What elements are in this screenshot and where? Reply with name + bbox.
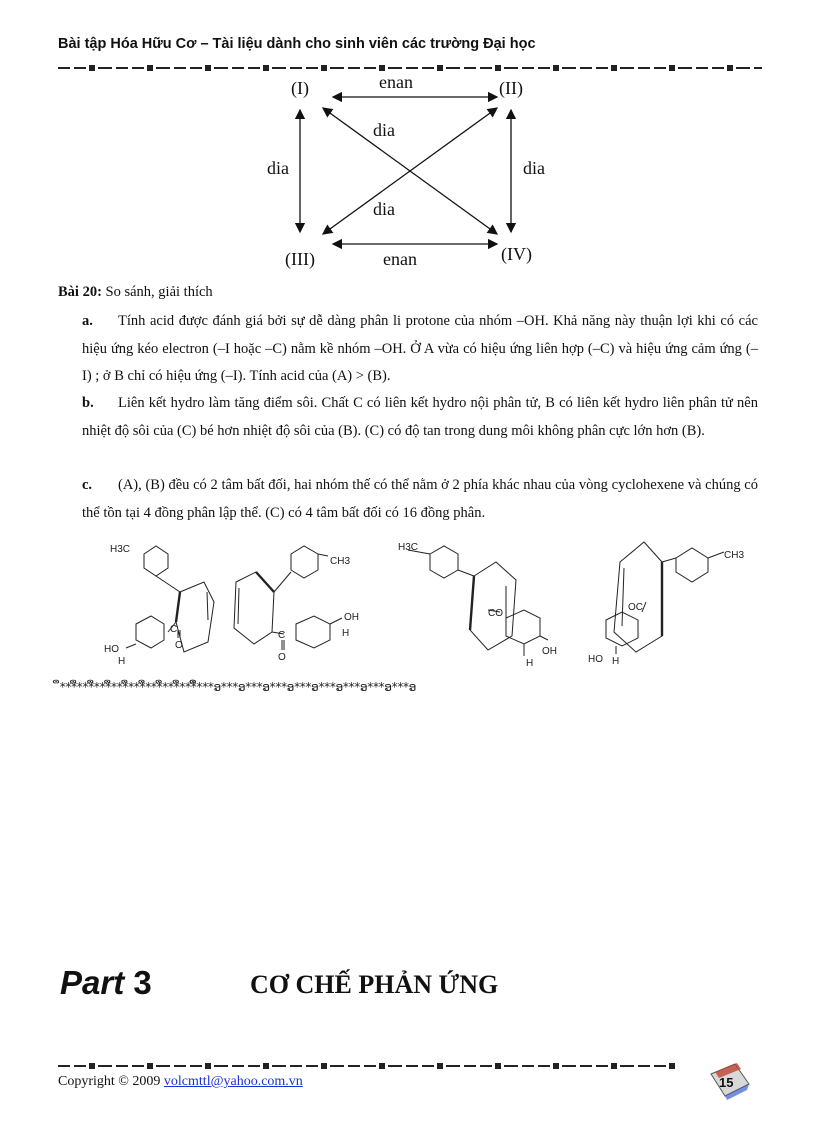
part-title: CƠ CHẾ PHẢN ỨNG: [250, 970, 499, 999]
structure-4: [606, 542, 724, 654]
structure-1: [126, 546, 214, 652]
label-top: enan: [379, 72, 413, 92]
exercise-prompt: So sánh, giải thích: [105, 284, 213, 300]
ornament-divider: ຶ***ຶ***ຶ***ຶ***ຶ***ຶ***ຶ***ຶ***ຶຶ***ອ***ອ***ອ***ອ***ອ***ອ***ອ***ອ***ອ: [60, 680, 417, 694]
s1-ch3: H3C: [110, 544, 131, 555]
answer-c: [82, 472, 758, 527]
answer-a: [82, 308, 758, 391]
s4-h: H: [612, 656, 620, 667]
page-number-badge: [705, 1060, 753, 1100]
s3-co: CO: [488, 608, 503, 619]
s1-h: H: [118, 656, 126, 667]
diagram-arrows: [300, 97, 511, 244]
answer-b: [82, 390, 758, 445]
s3-h: H: [526, 658, 534, 669]
email-link[interactable]: volcmttl@yahoo.com.vn: [163, 1074, 303, 1089]
part-word: Part: [60, 964, 125, 1001]
label-cross-top: dia: [373, 120, 395, 140]
footer-separator: [58, 1063, 678, 1069]
s2-c: C: [278, 630, 286, 641]
structure-2: [234, 546, 342, 650]
s2-o: O: [278, 652, 286, 663]
label-left: dia: [267, 158, 289, 178]
answer-b-text: Liên kết hydro làm tăng điểm sôi. Chất C có liên kết hydro nội phân tử, B có liên kết hydro liên phân tử nên nhiệt độ sôi của (C) bé hơn nhiệt độ sôi của (B). (C) có độ tan trong dung môi không phân cực lớn hơn (B).: [82, 395, 758, 439]
s4-ho: HO: [588, 654, 603, 665]
label-right: dia: [523, 158, 545, 178]
s4-ch3: CH3: [724, 550, 745, 561]
exercise-heading: [58, 284, 213, 301]
copyright-text: Copyright © 2009: [58, 1074, 161, 1089]
answer-b-marker: b.: [82, 395, 94, 411]
label-bottom: enan: [383, 249, 417, 269]
node-i: (I): [291, 78, 309, 98]
label-cross-bottom: dia: [373, 199, 395, 219]
part-number: 3: [133, 964, 152, 1001]
s4-oc: OC: [628, 602, 643, 613]
structure-3: [408, 546, 548, 656]
running-header: Bài tập Hóa Hữu Cơ – Tài liệu dành cho sinh viên các trường Đại học: [58, 36, 536, 52]
node-iv: (IV): [501, 244, 532, 264]
s1-ho: HO: [104, 644, 119, 655]
s2-oh: OH: [344, 612, 359, 623]
s1-o: O: [175, 640, 183, 651]
answer-a-text: Tính acid được đánh giá bởi sự dễ dàng phân li protone của nhóm –OH. Khả năng này thuận lợi khi có các hiệu ứng kéo electron (–I hoặc –C) nằm kề nhóm –OH. Ở A vừa có hiệu ứng liên hợp (–C) và hiệu ứng cảm ứng (–I) ; ở B chỉ có hiệu ứng (–I). Tính acid của (A) > (B).: [82, 313, 758, 384]
s1-c: C: [170, 624, 178, 635]
s2-ch3: CH3: [330, 556, 351, 567]
copyright-line: [58, 1074, 303, 1090]
node-ii: (II): [499, 78, 523, 98]
part-label: [60, 964, 152, 1002]
stereoisomer-diagram: [255, 72, 555, 277]
exercise-number: Bài 20:: [58, 284, 102, 300]
s2-h: H: [342, 628, 350, 639]
node-iii: (III): [285, 249, 315, 269]
answer-c-marker: c.: [82, 477, 93, 493]
s3-oh: OH: [542, 646, 557, 657]
s3-ch3: H3C: [398, 542, 419, 553]
page-number: 15: [719, 1075, 734, 1090]
answer-a-marker: a.: [82, 313, 93, 329]
chemical-structures: [96, 532, 776, 672]
answer-c-text: (A), (B) đều có 2 tâm bất đối, hai nhóm thế có thể nằm ở 2 phía khác nhau của vòng cyclohexene và chúng có thể tồn tại 4 đồng phân lập thể. (C) có 4 tâm bất đối có 16 đồng phân.: [82, 477, 758, 521]
header-separator: [58, 65, 762, 71]
